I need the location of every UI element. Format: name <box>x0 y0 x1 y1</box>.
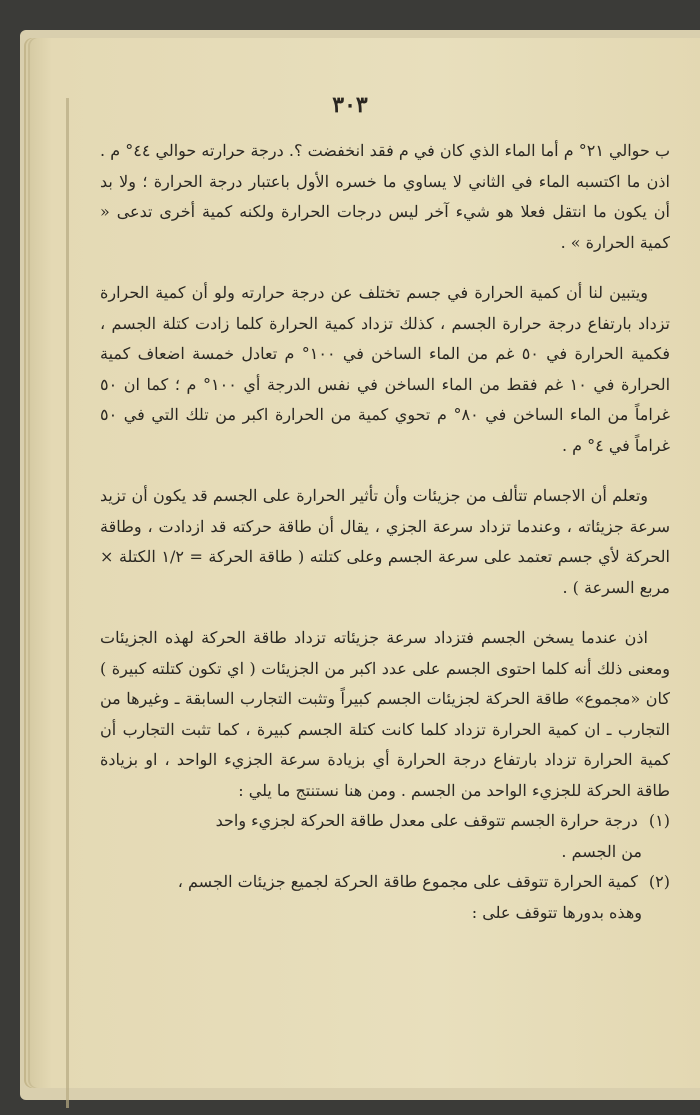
list-item-text: درجة حرارة الجسم تتوقف على معدل طاقة الحركة لجزيء واحد <box>215 811 638 830</box>
paragraph: اذن عندما يسخن الجسم فتزداد سرعة جزيئاته تزداد طاقة الحركة لهذه الجزيئات ومعنى ذلك أنه كلما احتوى الجسم على عدد اكبر من الجزيئات ( اي تكون كتلته كبيرة ) كان «مجموع» طاقة الحركة لجزيئات الجسم كبيراً وتثبت التجارب السابقة ـ وغيرها من التجارب ـ ان كمية الحرارة تزداد كلما كانت كتلة الجسم كبيرة ، كما تثبت التجارب أن كمية الحرارة تزداد بارتفاع درجة الحرارة أي بزيادة سرعة الجزيء الواحد ، او بزيادة طاقة الحركة للجزيء الواحد من الجسم . ومن هنا نستنتج ما يلي : <box>100 628 670 800</box>
list-item <box>100 806 670 867</box>
list-item-number: (١) <box>648 811 670 830</box>
page-number: ٣٠٣ <box>332 92 368 118</box>
list-item-continuation: من الجسم . <box>561 841 642 861</box>
paragraph: وتعلم أن الاجسام تتألف من جزيئات وأن تأثير الحرارة على الجسم قد يكون أن تزيد سرعة جزيئاته ، وعندما تزداد سرعة الجزي ، يقال أن طاقة حركته قد ازدادت ، وطاقة الحركة لأي جسم تعتمد على سرعة الجسم وعلى كتلته ( طاقة الحركة = ١/٢ الكتلة × مربع السرعة ) . <box>100 486 671 597</box>
list-item-text: كمية الحرارة تتوقف على مجموع طاقة الحركة لجميع جزيئات الجسم ، <box>177 872 638 891</box>
list-item <box>100 867 670 928</box>
gutter-line <box>66 98 69 1108</box>
paragraph: ويتبين لنا أن كمية الحرارة في جسم تختلف عن درجة حرارته ولو أن كمية الحرارة تزداد بارتفاع درجة حرارة الجسم ، كذلك تزداد كمية الحرارة كلما زادت كتلة الجسم ، فكمية الحرارة في ٥٠ غم من الماء الساخن في ١٠٠° م تعادل خمسة اضعاف كمية الحرارة في ١٠ غم فقط من الماء الساخن في نفس الدرجة أي ١٠٠° م ؛ كما ان ٥٠ غراماً من الماء الساخن في ٨٠° م تحوي كمية من الحرارة اكبر من تلك التي في ٥٠ غراماً في ٤° م . <box>100 283 671 455</box>
list-item-number: (٢) <box>648 872 670 891</box>
list-item-continuation: وهذه بدورها تتوقف على : <box>471 902 642 922</box>
page-body <box>100 136 670 928</box>
paragraph: ب حوالي ٢١° م أما الماء الذي كان في م فقد انخفضت ؟. درجة حرارته حوالي ٤٤° م . اذن ما اكتسبه الماء في الثاني لا يساوي ما خسره الأول باعتبار درجة الحرارة ؛ ولا بد أن يكون ما انتقل فعلا هو شيء آخر ليس درجات الحرارة ولكنه كمية أخرى تدعى « كمية الحرارة » . <box>100 141 671 252</box>
